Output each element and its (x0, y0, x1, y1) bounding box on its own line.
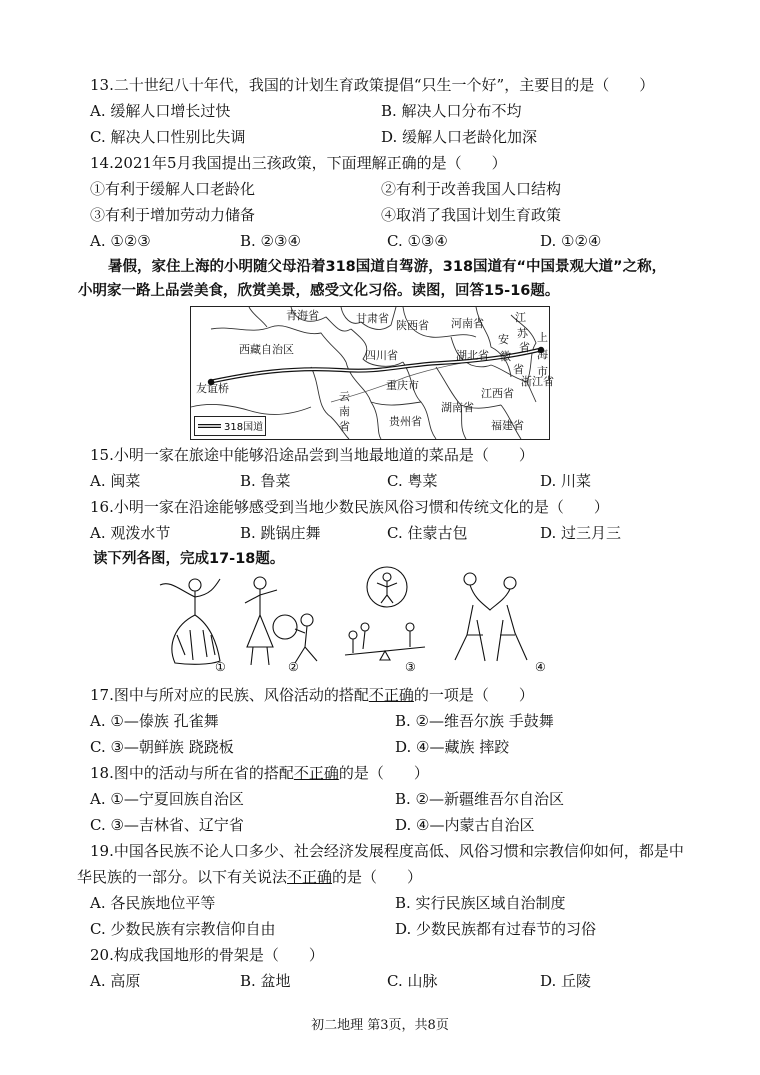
q15-stem: 15.小明一家在旅途中能够沿途品尝到当地最地道的菜品是（ ） (90, 446, 534, 464)
q20-stem: 20.构成我国地形的骨架是（ ） (90, 946, 324, 964)
q19-stem-line1: 19.中国各民族不论人口多少、社会经济发展程度高低、风俗习惯和宗教信仰如何，都是中 (90, 842, 684, 860)
map-label-an: 安 (498, 333, 509, 346)
q14-option-b: B. ②③④ (240, 232, 301, 250)
map-label-hubei: 湖北省 (456, 349, 489, 362)
figure-label-4: ④ (535, 660, 546, 674)
figure-label-1: ① (215, 660, 226, 674)
q19-stem-post: 的是（ ） (332, 868, 423, 886)
map-label-hunan: 湖南省 (441, 401, 474, 414)
q16-option-d: D. 过三月三 (540, 524, 622, 542)
figure-label-2: ② (288, 660, 299, 674)
legend-label: 318国道 (224, 422, 264, 433)
figure-label-3: ③ (405, 660, 416, 674)
q17-option-c: C. ③—朝鲜族 跷跷板 (90, 738, 234, 756)
map-label-sichuan: 四川省 (365, 349, 398, 362)
map-label-jiang: 江 (515, 311, 526, 324)
q16-option-a: A. 观泼水节 (90, 524, 171, 542)
map-label-henan: 河南省 (451, 317, 484, 330)
q20-option-d: D. 丘陵 (540, 972, 592, 990)
q14-stem: 14.2021年5月我国提出三孩政策，下面理解正确的是（ ） (90, 154, 507, 172)
q14-option-d: D. ①②④ (540, 232, 602, 250)
q19-stem-line2 (77, 867, 422, 887)
q16-stem: 16.小明一家在沿途能够感受到当地少数民族风俗习惯和传统文化的是（ ） (90, 498, 609, 516)
q14-statement-3: ③有利于增加劳动力储备 (90, 206, 256, 224)
q14-statement-4: ④取消了我国计划生育政策 (381, 206, 562, 224)
map-label-guizhou: 贵州省 (389, 415, 422, 428)
map-label-chongqing: 重庆市 (386, 379, 419, 392)
intro-17-18: 读下列各图，完成17-18题。 (93, 551, 285, 567)
q19-option-b: B. 实行民族区域自治制度 (395, 894, 566, 912)
q13-option-d: D. 缓解人口老龄化加深 (381, 128, 538, 146)
q13-stem: 13.二十世纪八十年代，我国的计划生育政策提倡“只生一个好”，主要目的是（ ） (90, 76, 655, 94)
page-footer: 初二地理 第3页，共8页 (311, 1018, 449, 1033)
q16-option-c: C. 住蒙古包 (387, 524, 468, 542)
folk-activities-drawing (155, 565, 585, 673)
q17-stem (90, 685, 534, 705)
q18-stem-pre: 18.图中的活动与所在省的搭配 (90, 764, 294, 782)
q13-option-a: A. 缓解人口增长过快 (90, 102, 231, 120)
q17-stem-underlined: 不正确 (368, 686, 414, 704)
map-label-shang: 上 (537, 331, 548, 344)
q18-stem-post: 的是（ ） (338, 764, 429, 782)
map-label-fujian: 福建省 (491, 419, 524, 432)
q20-option-c: C. 山脉 (387, 972, 438, 990)
q15-option-b: B. 鲁菜 (240, 472, 291, 490)
q14-statement-2: ②有利于改善我国人口结构 (381, 180, 562, 198)
map-label-nan: 南 (339, 405, 350, 418)
q17-stem-post: 的一项是（ ） (413, 686, 534, 704)
q19-stem-underlined: 不正确 (287, 868, 333, 886)
q17-stem-pre: 17.图中与所对应的民族、风俗活动的搭配 (90, 686, 369, 704)
q15-option-d: D. 川菜 (540, 472, 592, 490)
intro-15-16-line1: 暑假，家住上海的小明随父母沿着318国道自驾游，318国道有“中国景观大道”之称， (108, 259, 667, 275)
map-label-zhejiang: 浙江省 (521, 375, 554, 388)
q18-option-c: C. ③—吉林省、辽宁省 (90, 816, 244, 834)
q17-option-b: B. ②—维吾尔族 手鼓舞 (395, 712, 554, 730)
map-label-hai: 海 (537, 348, 548, 361)
map-label-xizang: 西藏自治区 (239, 343, 294, 356)
q18-stem-underlined: 不正确 (293, 764, 339, 782)
q15-option-a: A. 闽菜 (90, 472, 141, 490)
q18-option-a: A. ①—宁夏回族自治区 (90, 790, 244, 808)
folk-activities-illustration (155, 565, 585, 673)
q20-option-b: B. 盆地 (240, 972, 291, 990)
map-label-qinghai: 青海省 (286, 309, 319, 322)
q19-option-c: C. 少数民族有宗教信仰自由 (90, 920, 276, 938)
map-label-jiangxi: 江西省 (481, 387, 514, 400)
map-label-sheng: 省 (519, 341, 530, 354)
q14-option-a: A. ①②③ (90, 232, 151, 250)
map-label-gansu: 甘肃省 (356, 312, 389, 325)
q18-stem (90, 763, 429, 783)
q19-option-a: A. 各民族地位平等 (90, 894, 216, 912)
map-label-su: 苏 (517, 327, 528, 340)
q20-option-a: A. 高原 (90, 972, 141, 990)
q18-option-b: B. ②—新疆维吾尔自治区 (395, 790, 565, 808)
map-legend (194, 416, 266, 436)
map-label-shaanxi: 陕西省 (396, 319, 429, 332)
q17-option-d: D. ④—藏族 摔跤 (395, 738, 510, 756)
q13-option-c: C. 解决人口性别比失调 (90, 128, 246, 146)
intro-15-16-line2: 小明家一路上品尝美食，欣赏美景，感受文化习俗。读图，回答15-16题。 (78, 283, 560, 299)
q19-stem-pre: 华民族的一部分。以下有关说法 (77, 868, 288, 886)
q16-option-b: B. 跳锅庄舞 (240, 524, 321, 542)
q15-option-c: C. 粤菜 (387, 472, 438, 490)
map-label-zhejiang-small: 省 (513, 363, 524, 376)
q14-option-c: C. ①③④ (387, 232, 448, 250)
map-label-yun: 云 (339, 390, 350, 403)
map-label-youyiqiao: 友谊桥 (196, 382, 229, 395)
q13-option-b: B. 解决人口分布不均 (381, 102, 522, 120)
q17-option-a: A. ①—傣族 孔雀舞 (90, 712, 219, 730)
map-label-shi: 市 (537, 365, 548, 378)
q14-statement-1: ①有利于缓解人口老龄化 (90, 180, 256, 198)
q19-option-d: D. 少数民族都有过春节的习俗 (395, 920, 597, 938)
map-label-hui: 徽 (500, 350, 511, 363)
legend-route-symbol (195, 417, 265, 435)
q18-option-d: D. ④—内蒙古自治区 (395, 816, 535, 834)
map-label-yunnan-sheng: 省 (339, 420, 350, 433)
